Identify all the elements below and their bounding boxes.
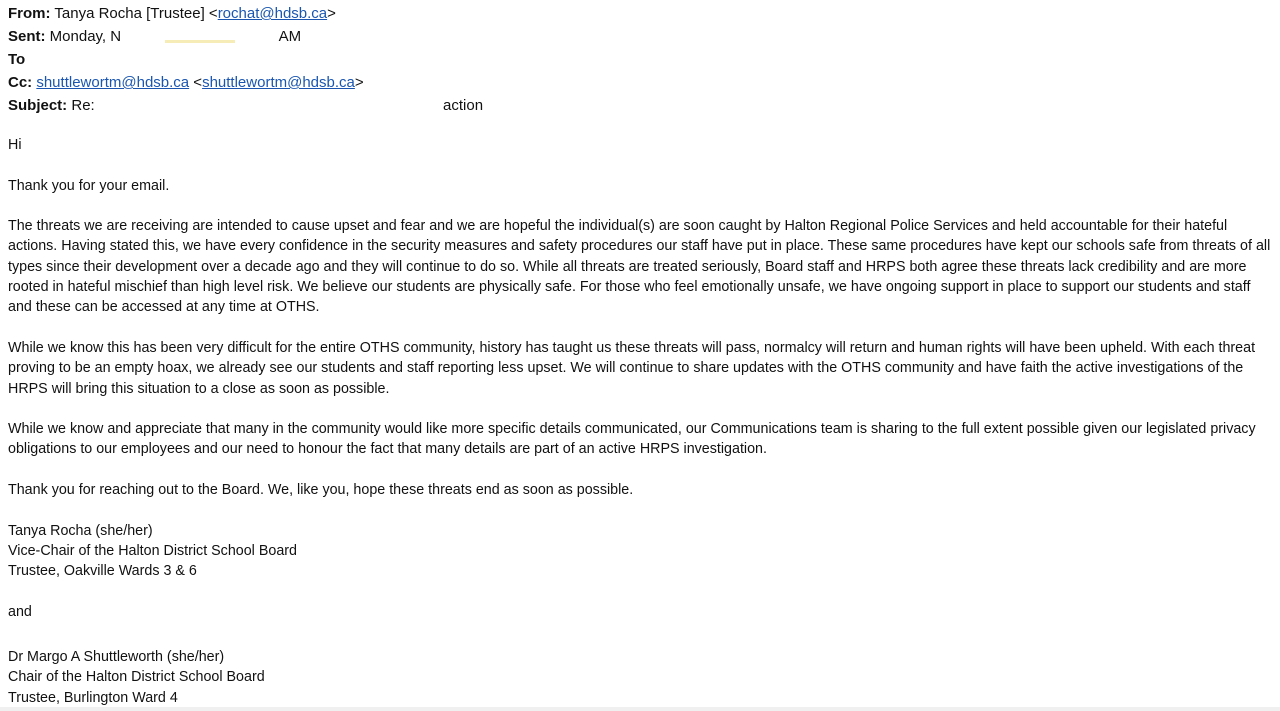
subject-tail: action — [443, 97, 484, 114]
subject-redaction — [99, 99, 439, 113]
sent-redaction — [125, 30, 275, 44]
sent-row — [8, 25, 1268, 48]
signature-and: and — [8, 603, 32, 620]
greeting-redaction — [22, 138, 82, 152]
from-label: From: — [8, 5, 51, 22]
signature-1-title: Vice-Chair of the Halton District School Board — [8, 542, 297, 559]
signature-block — [8, 521, 1272, 708]
subject-label: Subject: — [8, 97, 68, 114]
bottom-edge — [0, 707, 1280, 711]
paragraph-threats: The threats we are receiving are intended to cause upset and fear and we are hopeful the individual(s) are soon caught by Halton Regional Police Services and held accountable for their hateful actions. Having stated this, we have every confidence in the security measures and safety procedures our staff have put in place. These same procedures have kept our schools safe from threats of all types since their development over a decade ago and they will continue to do so. While all threats are treated seriously, Board staff and HRPS both agree these threats lack credibility and are more rooted in hateful mischief than high level risk. We believe our students are physically safe. For those who feel emotionally unsafe, we have ongoing support in place to support our students and staff and these can be accessed at any time at OTHS. — [8, 218, 1271, 316]
paragraph-communications: While we know and appreciate that many in the community would like more specific details communicated, our Communications team is sharing to the full extent possible given our legislated privacy obligations to our employees and our need to honour the fact that many details are part of an active HRPS investigation. — [8, 421, 1256, 458]
greeting — [8, 135, 1272, 155]
spacer — [8, 582, 1272, 602]
cc-between: < — [189, 74, 203, 91]
signature-2-ward: Trustee, Burlington Ward 4 — [8, 689, 178, 706]
sent-label: Sent: — [8, 28, 46, 45]
cc-row — [8, 71, 1268, 94]
subject-value: Re: — [71, 97, 95, 114]
signature-2-title: Chair of the Halton District School Board — [8, 669, 265, 686]
from-close: > — [327, 5, 336, 22]
paragraph-community: While we know this has been very difficult for the entire OTHS community, history has taught us these threats will pass, normalcy will return and human rights will have been upheld. With each threat proving to be an empty hoax, we already see our students and staff reporting less upset. We will continue to share updates with the OTHS community and have faith the active investigations of the HRPS will bring this situation to a close as soon as possible. — [8, 339, 1256, 397]
paragraph-closing: Thank you for reaching out to the Board. We, like you, hope these threats end as soon as possible. — [8, 482, 634, 499]
cc-label: Cc: — [8, 74, 33, 91]
paragraph-thanks: Thank you for your email. — [8, 177, 170, 194]
sent-tail: AM — [278, 28, 302, 45]
cc-close: > — [354, 74, 364, 91]
from-name: Tanya Rocha [Trustee] < — [54, 5, 218, 22]
from-row — [8, 2, 1268, 25]
to-redaction — [29, 53, 269, 67]
signature-1-ward: Trustee, Oakville Wards 3 & 6 — [8, 563, 197, 580]
email-headers — [8, 2, 1268, 117]
signature-1-name: Tanya Rocha (she/her) — [8, 522, 153, 539]
cc-email-link[interactable]: shuttlewortm@hdsb.ca — [36, 74, 190, 91]
greeting-text: Hi — [8, 137, 22, 153]
email-body — [8, 135, 1272, 708]
to-label: To — [8, 51, 26, 68]
to-row — [8, 48, 1268, 71]
spacer-2 — [8, 622, 1272, 647]
sent-value: Monday, N — [49, 28, 122, 45]
cc-email-link-2[interactable]: shuttlewortm@hdsb.ca — [202, 74, 355, 91]
signature-2-name: Dr Margo A Shuttleworth (she/her) — [8, 649, 225, 666]
from-email-link[interactable]: rochat@hdsb.ca — [217, 5, 328, 22]
subject-row — [8, 94, 1268, 117]
